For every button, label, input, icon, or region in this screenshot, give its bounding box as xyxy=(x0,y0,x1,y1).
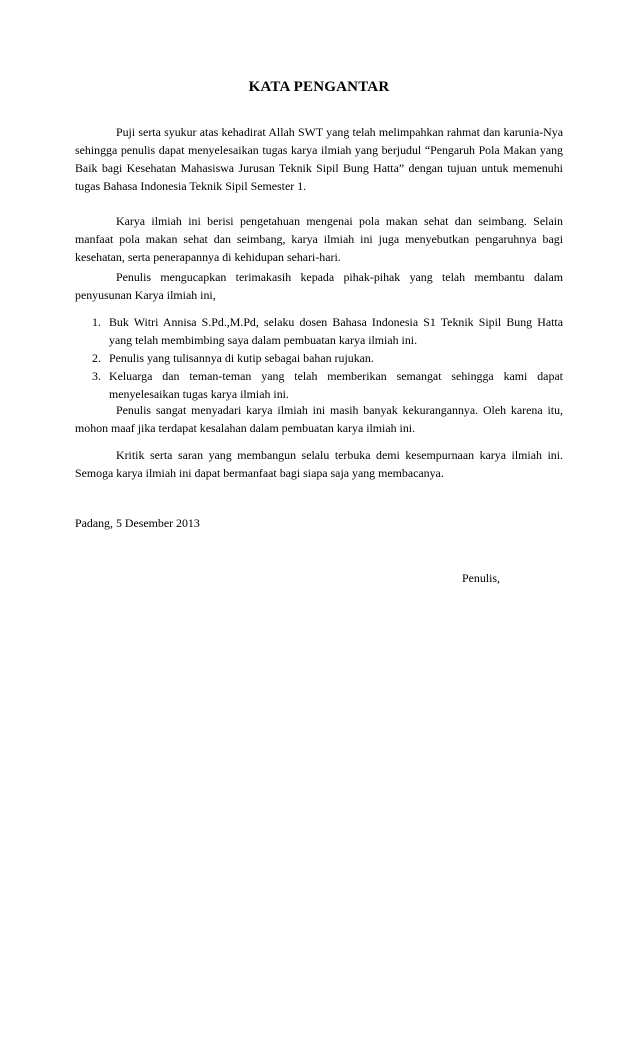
page-title: KATA PENGANTAR xyxy=(248,79,390,95)
list-item-text: Keluarga dan teman-teman yang telah memberikan semangat sehingga kami dapat menyelesaikan tugas karya ilmiah ini. xyxy=(109,369,563,401)
list-item xyxy=(75,313,563,349)
paragraph-thanks: Penulis mengucapkan terimakasih kepada pihak-pihak yang telah membantu dalam penyusunan Karya ilmiah ini, xyxy=(75,270,563,302)
list-number: 3. xyxy=(92,369,101,383)
list-number: 2. xyxy=(92,351,101,365)
list-item-text: Penulis yang tulisannya di kutip sebagai bahan rujukan. xyxy=(109,351,374,365)
paragraph-apology: Penulis sangat menyadari karya ilmiah ini masih banyak kekurangannya. Oleh karena itu, mohon maaf jika terdapat kesalahan dalam pembuatan karya ilmiah ini. xyxy=(75,403,563,435)
place-date: Padang, 5 Desember 2013 xyxy=(75,516,200,530)
signer-label: Penulis, xyxy=(462,571,500,585)
paragraph-intro: Puji serta syukur atas kehadirat Allah SWT yang telah melimpahkan rahmat dan karunia-Nya sehingga penulis dapat menyelesaikan tugas karya ilmiah yang berjudul “Pengaruh Pola Makan yang Baik bagi Kesehatan Mahasiswa Jurusan Teknik Sipil Bung Hatta” dengan tujuan untuk memenuhi tugas Bahasa Indonesia Teknik Sipil Semester 1. xyxy=(75,125,563,193)
list-item-text: Buk Witri Annisa S.Pd.,M.Pd, selaku dosen Bahasa Indonesia S1 Teknik Sipil Bung Hatta yang telah membimbing saya dalam pembuatan karya ilmiah ini. xyxy=(109,315,563,347)
document-page xyxy=(75,0,563,1051)
acknowledgement-list xyxy=(75,313,563,403)
paragraph-content: Karya ilmiah ini berisi pengetahuan mengenai pola makan sehat dan seimbang. Selain manfaat pola makan sehat dan seimbang, karya ilmiah ini juga menyebutkan pengaruhnya bagi kesehatan, serta penerapannya di kehidupan sehari-hari. xyxy=(75,214,563,264)
list-item xyxy=(75,367,563,403)
list-item xyxy=(75,349,563,367)
list-number: 1. xyxy=(92,315,101,329)
paragraph-closing: Kritik serta saran yang membangun selalu terbuka demi kesempurnaan karya ilmiah ini. Semoga karya ilmiah ini dapat bermanfaat bagi siapa saja yang membacanya. xyxy=(75,448,563,480)
